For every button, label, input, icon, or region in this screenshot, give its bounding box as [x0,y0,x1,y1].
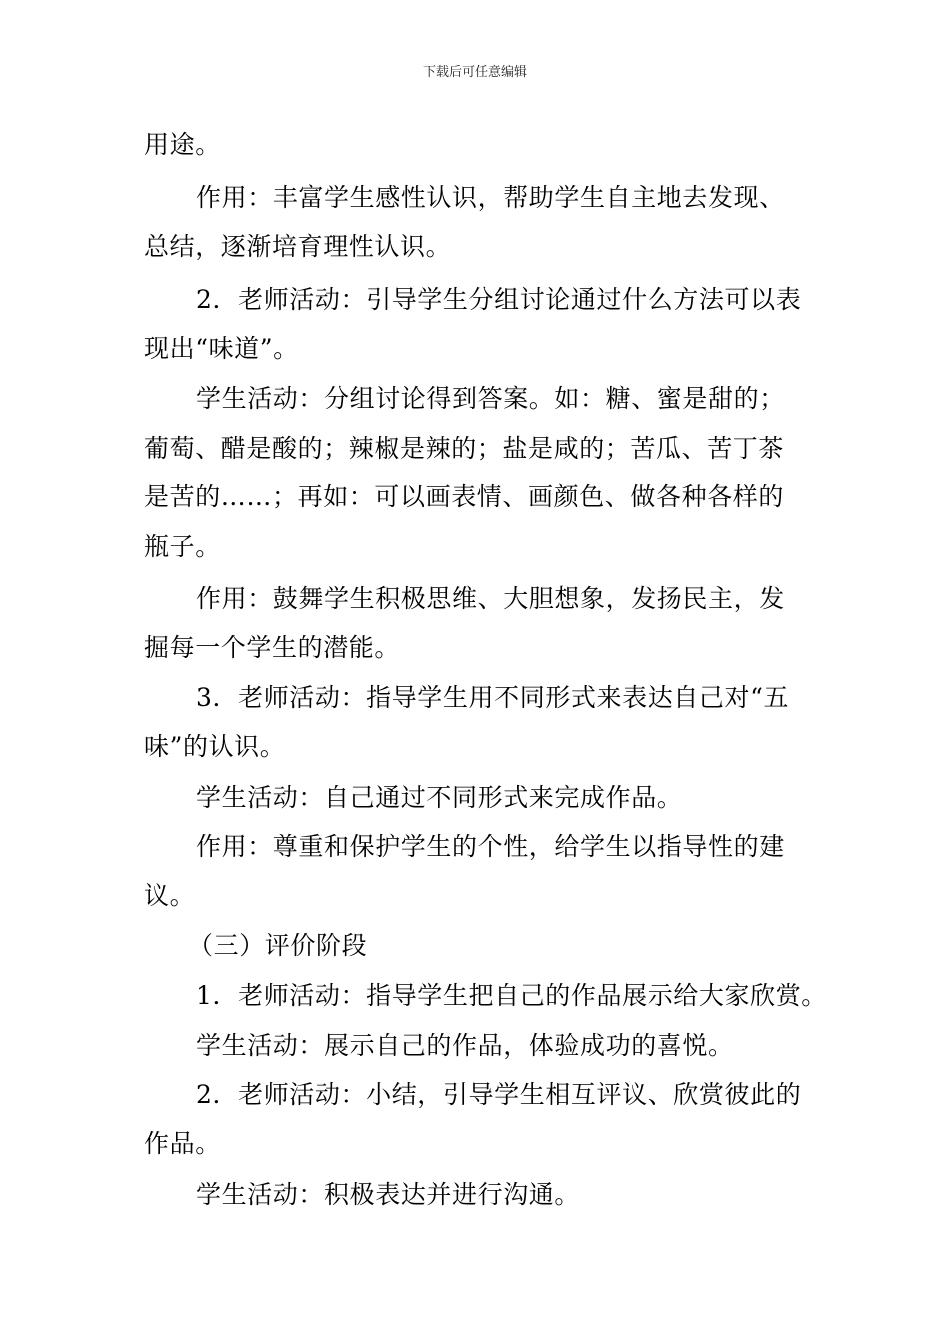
text-line: 用途。 [144,130,221,159]
page-header: 下载后可任意编辑 [422,65,527,80]
text-line: 作品。 [144,1129,221,1158]
text-line: 现出“味道”。 [144,334,299,363]
text-line: 作用：尊重和保护学生的个性，给学生以指导性的建 [196,832,785,861]
text-line: 学生活动：自己通过不同形式来完成作品。 [196,783,683,812]
text-line: 学生活动：积极表达并进行沟通。 [196,1180,581,1209]
text-line: 瓶子。 [144,532,221,561]
text-line: 1．老师活动：指导学生把自己的作品展示给大家欣赏。 [196,981,827,1010]
text-line: 2．老师活动：小结，引导学生相互评议、欣赏彼此的 [196,1080,802,1109]
text-line: 是苦的……；再如：可以画表情、画颜色、做各种各样的 [144,482,785,511]
section-heading: （三）评价阶段 [188,931,368,960]
text-line: 议。 [144,881,196,910]
text-line: 味”的认识。 [144,732,286,761]
text-line: 掘每一个学生的潜能。 [144,633,401,662]
text-line: 2．老师活动：引导学生分组讨论通过什么方法可以表 [196,285,802,314]
text-line: 葡萄、醋是酸的；辣椒是辣的；盐是咸的；苦瓜、苦丁茶 [144,434,785,463]
text-line: 学生活动：展示自己的作品，体验成功的喜悦。 [196,1031,734,1060]
text-line: 作用：丰富学生感性认识，帮助学生自主地去发现、 [196,183,785,212]
text-line: 3．老师活动：指导学生用不同形式来表达自己对“五 [196,683,790,712]
text-line: 作用：鼓舞学生积极思维、大胆想象，发扬民主，发 [196,584,785,613]
text-line: 学生活动：分组讨论得到答案。如：糖、蜜是甜的； [196,384,785,413]
text-line: 总结，逐渐培育理性认识。 [144,232,452,261]
